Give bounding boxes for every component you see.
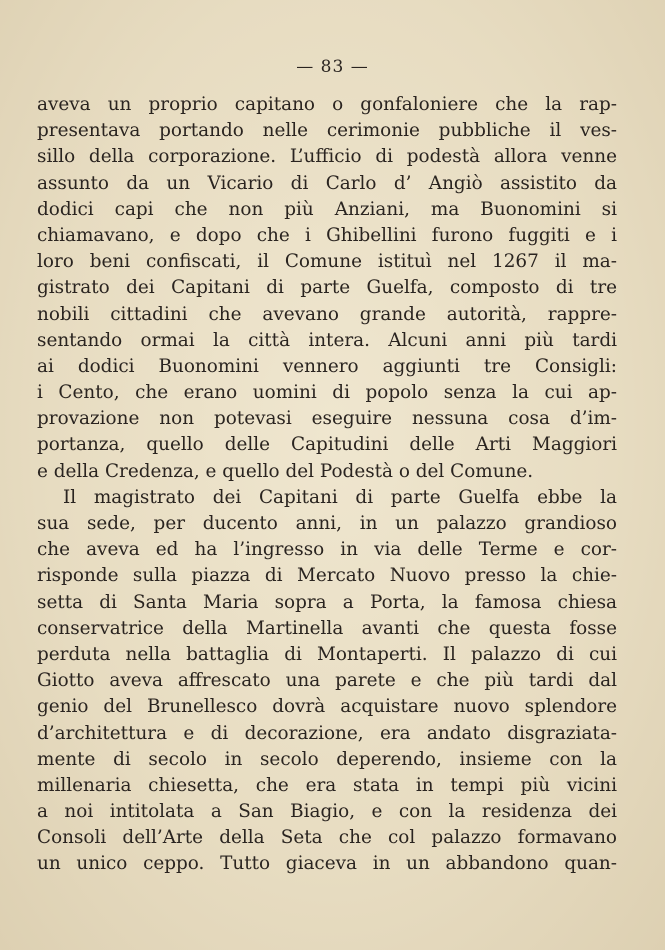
text-line: conservatrice della Martinella avanti che questa fosse bbox=[37, 617, 617, 639]
text-line: risponde sulla piazza di Mercato Nuovo presso la chie- bbox=[37, 565, 617, 587]
text-line: un unico ceppo. Tutto giaceva in un abbandono quan- bbox=[37, 853, 617, 875]
text-line: perduta nella battaglia di Montaperti. Il palazzo di cui bbox=[37, 643, 617, 665]
text-line: e della Credenza, e quello del Podestà o del Comune. bbox=[37, 460, 534, 482]
text-line: setta di Santa Maria sopra a Porta, la famosa chiesa bbox=[37, 591, 617, 613]
paragraph-start-line: Il magistrato dei Capitani di parte Guelfa ebbe la bbox=[63, 486, 617, 508]
text-line: dodici capi che non più Anziani, ma Buonomini si bbox=[37, 198, 617, 220]
text-line: a noi intitolata a San Biagio, e con la residenza dei bbox=[37, 801, 617, 823]
text-line: ai dodici Buonomini vennero aggiunti tre Consigli: bbox=[37, 355, 617, 377]
text-line: presentava portando nelle cerimonie pubbliche il ves- bbox=[37, 120, 617, 142]
text-line: chiamavano, e dopo che i Ghibellini furono fuggiti e i bbox=[37, 224, 617, 246]
text-line: sua sede, per ducento anni, in un palazzo grandioso bbox=[37, 513, 617, 534]
text-line: sentando ormai la città intera. Alcuni anni più tardi bbox=[37, 329, 617, 351]
text-line: d’architettura e di decorazione, era andato disgraziata- bbox=[37, 722, 617, 744]
text-line: portanza, quello delle Capitudini delle Arti Maggiori bbox=[37, 434, 617, 456]
text-line: Giotto aveva affrescato una parete e che più tardi dal bbox=[37, 670, 617, 692]
text-line: genio del Brunellesco dovrà acquistare nuovo splendore bbox=[37, 696, 617, 718]
text-line: sillo della corporazione. L’ufficio di podestà allora venne bbox=[37, 146, 617, 168]
text-line: provazione non potevasi eseguire nessuna cosa d’im- bbox=[37, 408, 617, 430]
body-text bbox=[37, 92, 617, 878]
text-line: loro beni confiscati, il Comune istituì nel 1267 il ma- bbox=[37, 251, 617, 273]
text-line: millenaria chiesetta, che era stata in tempi più vicini bbox=[37, 774, 617, 796]
page-number: — 83 — bbox=[296, 57, 369, 77]
text-line: assunto da un Vicario di Carlo d’ Angiò assistito da bbox=[37, 172, 617, 194]
text-line: aveva un proprio capitano o gonfaloniere che la rap- bbox=[37, 94, 617, 115]
text-line: Consoli dell’Arte della Seta che col palazzo formavano bbox=[37, 827, 617, 849]
text-line: i Cento, che erano uomini di popolo senza la cui ap- bbox=[37, 382, 617, 404]
text-line: gistrato dei Capitani di parte Guelfa, composto di tre bbox=[37, 277, 617, 299]
text-line: mente di secolo in secolo deperendo, insieme con la bbox=[37, 748, 617, 770]
text-line: nobili cittadini che avevano grande autorità, rappre- bbox=[37, 303, 617, 325]
text-line: che aveva ed ha l’ingresso in via delle Terme e cor- bbox=[37, 539, 617, 561]
